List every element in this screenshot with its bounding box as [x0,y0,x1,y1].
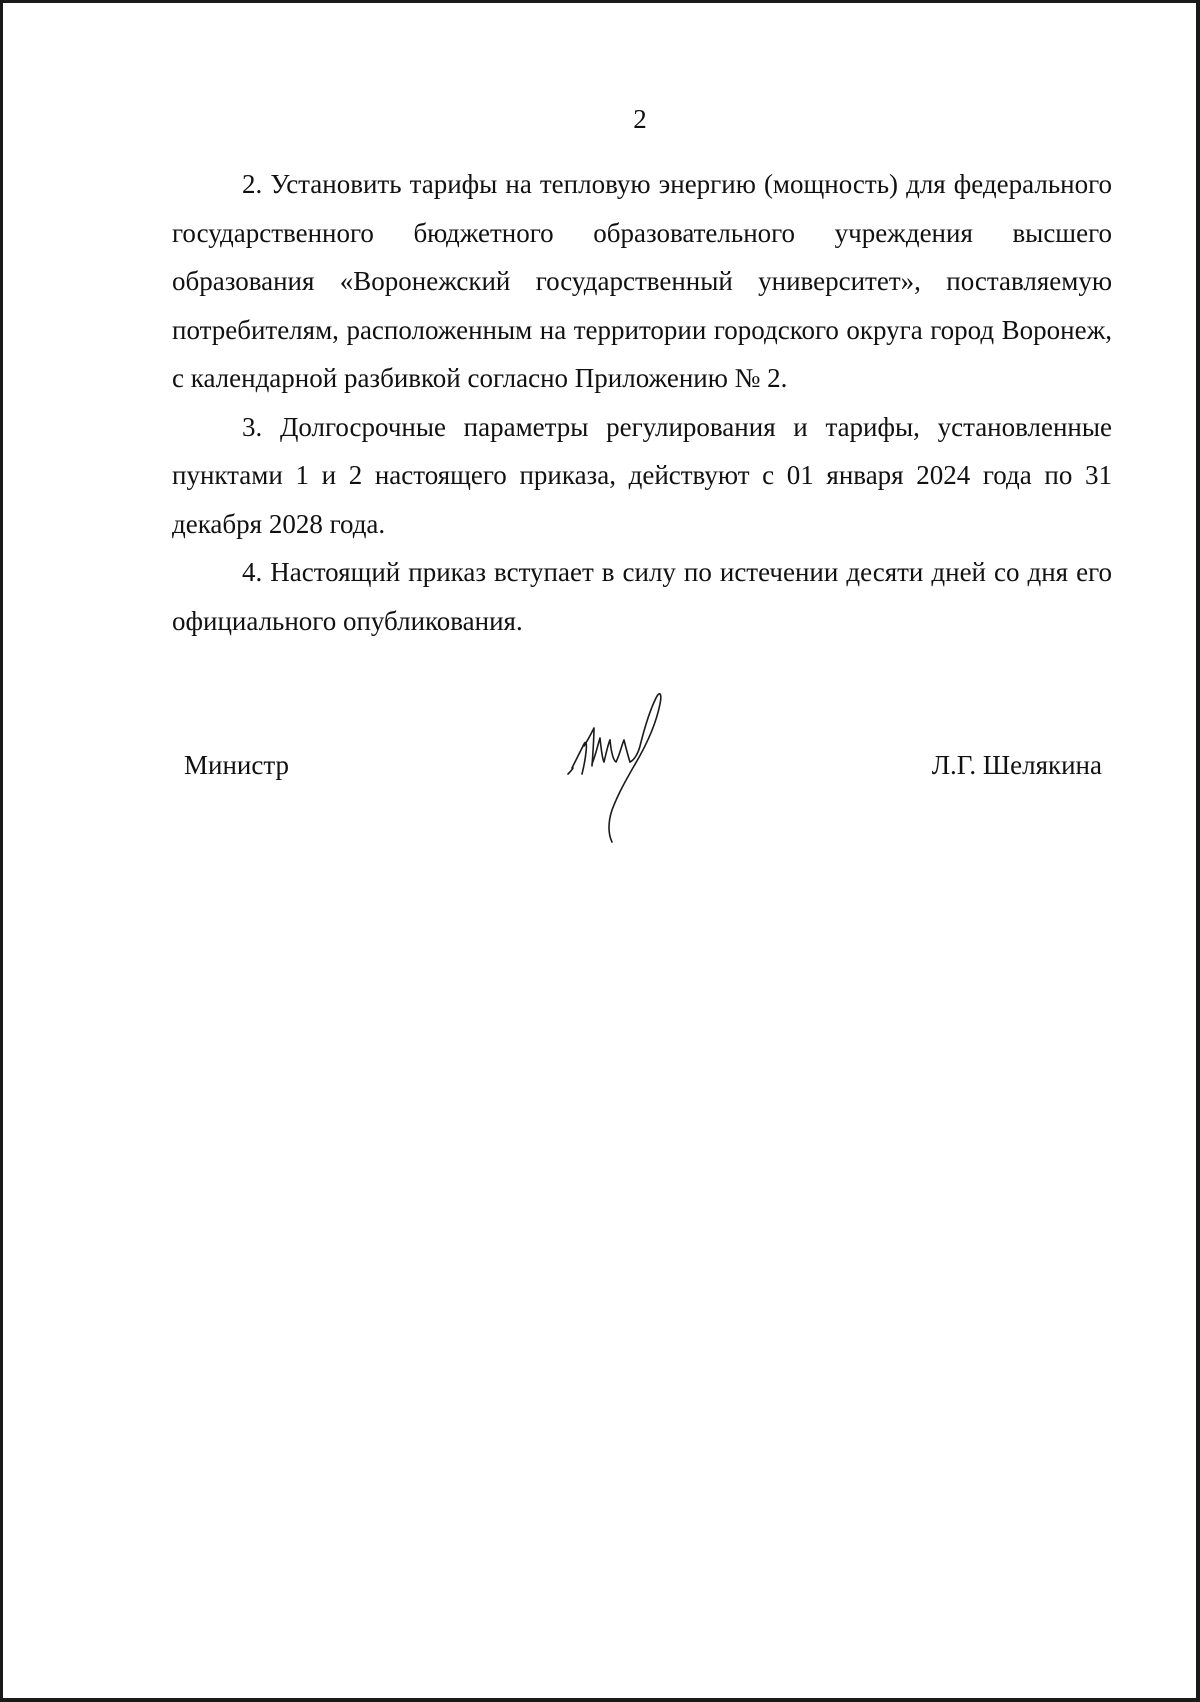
paragraph-item-2: 2. Установить тарифы на тепловую энергию (мощность) для федерального государственного бюджетного образовательного учреждения высшего образования «Воронежский государственный университет», поставляемую потребителям, расположенным на территории городского округа город Воронеж, с календарной разбивкой согласно Приложению № 2. [172,169,1112,393]
signatory-name: Л.Г. Шелякина [931,750,1102,780]
page-number: 2 [633,104,647,134]
paragraph-item-4: 4. Настоящий приказ вступает в силу по истечении десяти дней со дня его официального опубликования. [172,557,1112,636]
signature-block [172,740,1112,860]
document-body [172,160,1112,645]
signatory-title: Министр [184,750,289,780]
paragraph-item-3: 3. Долгосрочные параметры регулирования и тарифы, установленные пунктами 1 и 2 настоящего приказа, действуют с 01 января 2024 года по 31 декабря 2028 года. [172,411,1112,539]
handwritten-signature-icon [560,682,690,862]
